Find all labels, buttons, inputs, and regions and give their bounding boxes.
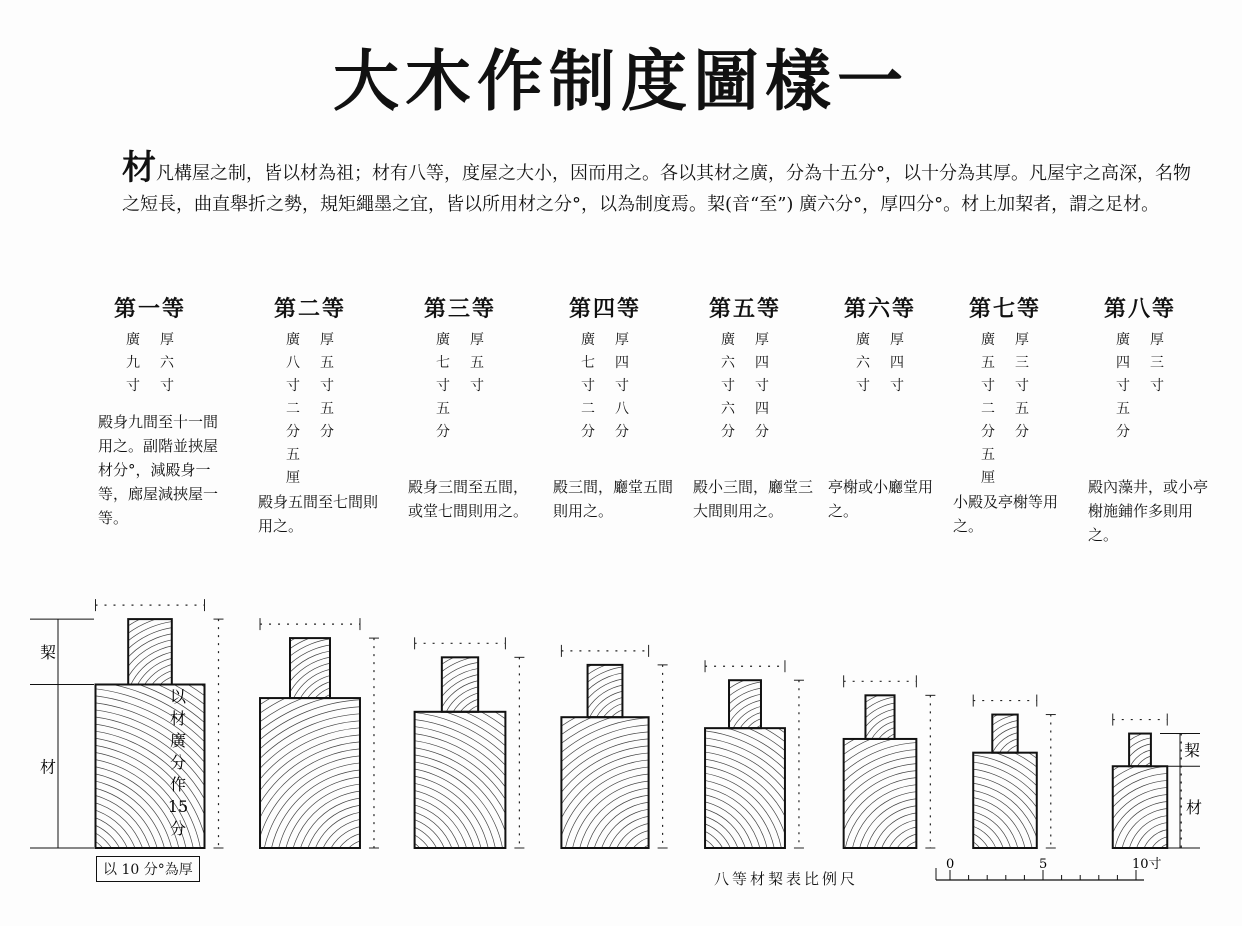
scale-tick-label: 5	[1039, 857, 1048, 872]
grade-title: 第四等	[568, 296, 641, 322]
grade-char: 廣	[436, 332, 450, 348]
vertical-note-char: 15	[167, 797, 189, 816]
grade-char: 寸	[320, 378, 334, 394]
grade-char: 廣	[721, 332, 735, 348]
grade-char: 四	[1116, 355, 1130, 371]
grade-char: 五	[1116, 401, 1130, 417]
grade-char: 厚	[1015, 332, 1029, 348]
scale-tick-label: 0	[946, 857, 955, 872]
grade-char: 分	[436, 424, 450, 440]
grade-char: 四	[615, 355, 629, 371]
qi-block	[290, 638, 330, 698]
grade-char: 寸	[160, 378, 174, 394]
grade-usage-note: 小殿及亭榭等用之。	[953, 493, 1059, 535]
vertical-note-char: 分	[169, 753, 187, 772]
grade-char: 寸	[755, 378, 769, 394]
grade-char: 寸	[1150, 378, 1164, 394]
grade-char: 五	[470, 355, 484, 371]
grade-char: 分	[721, 424, 735, 440]
qi-label: 栔	[1184, 740, 1201, 760]
page-title: 大木作制度圖樣一	[333, 42, 909, 120]
grade-char: 六	[856, 355, 870, 371]
scale-tick-label: 10寸	[1132, 857, 1162, 872]
qi-grain	[357, 602, 621, 866]
grade-char: 寸	[1015, 378, 1029, 394]
grade-title: 第二等	[273, 296, 346, 322]
vertical-note-char: 分	[169, 819, 187, 838]
qi-grain	[198, 578, 486, 866]
grade-char: 厚	[755, 332, 769, 348]
cai-label: 材	[40, 757, 57, 777]
grade-char: 七	[436, 355, 450, 371]
grade-title: 第七等	[968, 296, 1041, 322]
vertical-note-char: 材	[169, 709, 187, 728]
grade-char: 八	[286, 355, 300, 371]
grade-char: 三	[1015, 355, 1029, 371]
grade-char: 六	[160, 355, 174, 371]
grade-char: 八	[615, 401, 629, 417]
grade-usage-note: 殿小三間，廳堂三大間則用之。	[693, 478, 814, 520]
grade-char: 厘	[981, 470, 995, 486]
grade-char: 廣	[286, 332, 300, 348]
vertical-note-char: 廣	[169, 731, 187, 750]
grade-char: 寸	[981, 378, 995, 394]
grade-char: 厚	[470, 332, 484, 348]
grade-char: 四	[755, 355, 769, 371]
grade-title: 第三等	[423, 296, 496, 322]
grade-char: 廣	[126, 332, 140, 348]
intro-text: 凡構屋之制，皆以材為祖；材有八等，度屋之大小，因而用之。各以其材之廣，分為十五分°，以十分為其厚。凡屋宇之高深，名物之短長，曲直舉折之勢，規矩繩墨之宜，皆以所用材之分°，以為制度焉。栔(音“至”) 廣六分°，厚四分°。材上加栔者，謂之足材。	[122, 163, 1191, 215]
grade-char: 四	[755, 401, 769, 417]
qi-grain	[507, 612, 759, 864]
grade-char: 五	[1015, 401, 1029, 417]
cai-grain	[0, 520, 427, 926]
grade-char: 七	[581, 355, 595, 371]
grade-char: 分	[615, 424, 629, 440]
grade-char: 五	[320, 355, 334, 371]
grade-char: 五	[981, 447, 995, 463]
cai-label: 材	[1186, 798, 1203, 818]
grade-char: 廣	[1116, 332, 1130, 348]
qi-block	[588, 665, 623, 717]
grade-char: 厚	[615, 332, 629, 348]
grade-title: 第八等	[1103, 296, 1176, 322]
cai-block	[1113, 766, 1168, 848]
grade-char: 厚	[160, 332, 174, 348]
vertical-note-char: 作	[169, 775, 187, 794]
grade-char: 六	[721, 401, 735, 417]
grade-char: 寸	[721, 378, 735, 394]
grade-char: 寸	[126, 378, 140, 394]
grade-usage-note: 殿內藻井，或小亭榭施鋪作多則用之。	[1088, 478, 1209, 544]
grade-char: 九	[126, 355, 140, 371]
grade-char: 分	[320, 424, 334, 440]
grade-char: 分	[755, 424, 769, 440]
grade-char: 寸	[436, 378, 450, 394]
scale-label: 八等材栔表比例尺	[714, 870, 859, 888]
grade-char: 三	[1150, 355, 1164, 371]
thickness-footnote: 以 10 分°為厚	[96, 856, 200, 882]
grade-char: 分	[981, 424, 995, 440]
grade-char: 二	[286, 401, 300, 417]
grade-char: 分	[1015, 424, 1029, 440]
grade-char: 二	[581, 401, 595, 417]
grade-char: 五	[286, 447, 300, 463]
grade-char: 六	[721, 355, 735, 371]
grade-usage-note: 殿身九間至十一間用之。副階並挾屋材分°，減殿身一等，廊屋減挾屋一等。	[98, 413, 219, 527]
qi-block	[865, 695, 894, 739]
grade-char: 廣	[981, 332, 995, 348]
qi-grain	[1079, 701, 1235, 857]
grade-title: 第六等	[843, 296, 916, 322]
grade-char: 寸	[470, 378, 484, 394]
grade-char: 分	[581, 424, 595, 440]
grade-char: 二	[981, 401, 995, 417]
grade-title: 第五等	[708, 296, 781, 322]
grade-char: 寸	[1116, 378, 1130, 394]
grade-char: 厘	[286, 470, 300, 486]
qi-label: 栔	[40, 642, 57, 662]
cai-grain	[995, 682, 1242, 926]
grade-title: 第一等	[113, 296, 186, 322]
grade-char: 寸	[890, 378, 904, 394]
grade-char: 厚	[890, 332, 904, 348]
grade-char: 分	[1116, 424, 1130, 440]
qi-grain	[657, 633, 885, 861]
grade-char: 五	[981, 355, 995, 371]
grade-char: 寸	[856, 378, 870, 394]
grade-char: 寸	[615, 378, 629, 394]
grade-char: 厚	[1150, 332, 1164, 348]
grade-char: 廣	[856, 332, 870, 348]
grade-usage-note: 殿身五間至七間則用之。	[258, 493, 379, 535]
grade-char: 寸	[581, 378, 595, 394]
cai-block	[705, 728, 785, 848]
grade-usage-note: 亭榭或小廳堂用之。	[828, 478, 934, 520]
vertical-note-char: 以	[169, 687, 187, 706]
grade-char: 分	[286, 424, 300, 440]
cai-block	[96, 685, 205, 849]
grade-char: 四	[890, 355, 904, 371]
grade-char: 厚	[320, 332, 334, 348]
grade-char: 五	[320, 401, 334, 417]
grade-char: 寸	[286, 378, 300, 394]
qi-grain	[935, 678, 1115, 858]
grade-char: 廣	[581, 332, 595, 348]
grade-usage-note: 殿身三間至五間，或堂七間則用之。	[408, 478, 529, 520]
grade-usage-note: 殿三間，廳堂五間則用之。	[553, 478, 674, 520]
intro-lead-char: 材	[122, 148, 156, 188]
grade-char: 五	[436, 401, 450, 417]
